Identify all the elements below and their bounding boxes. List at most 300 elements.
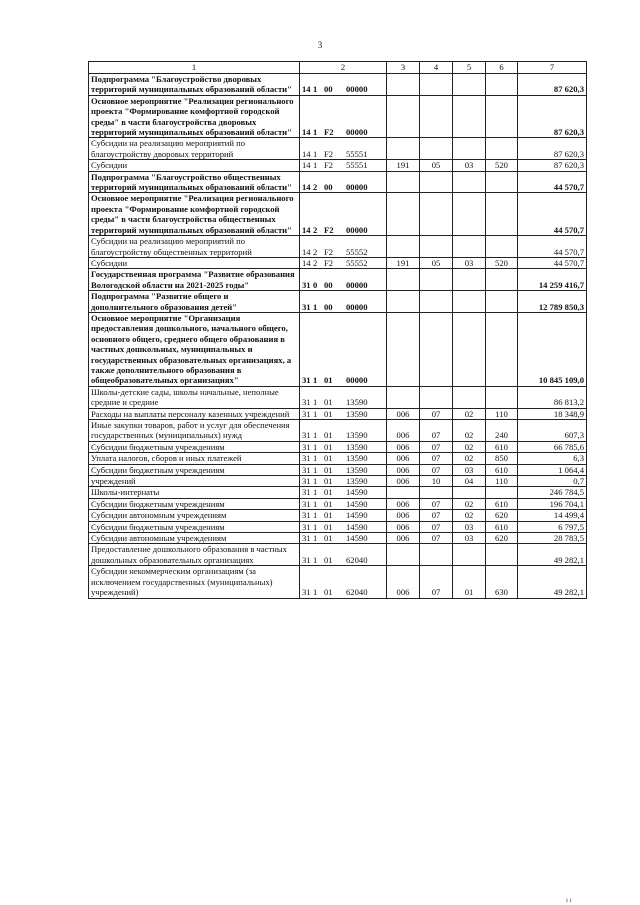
row-c4 [420,95,453,138]
row-amount: 6,3 [518,453,587,464]
code-segment: 00000 [346,182,368,193]
code-segment: 31 [302,487,311,498]
row-c5 [453,95,486,138]
row-code [300,95,387,138]
code-segment: 62040 [346,554,368,565]
row-name: Субсидии [89,257,300,268]
row-name: Основное мероприятие "Реализация регионального проекта "Формирование комфортной городской среды" в части благоустройства общественных территорий муниципальных образований области" [89,193,300,236]
code-segment: 2 [313,257,318,268]
row-name: Субсидии некоммерческим организациям (за исключением государственных (муниципальных) учреждений) [89,566,300,598]
row-c4: 05 [420,257,453,268]
row-c3 [387,312,420,386]
row-name: Школы-интернаты [89,487,300,498]
row-amount: 6 797,5 [518,521,587,532]
table-row [89,498,587,509]
row-name: Субсидии на реализацию мероприятий по благоустройству дворовых территорий [89,138,300,160]
row-code [300,533,387,544]
table-row [89,291,587,313]
code-segment: F2 [324,127,334,138]
code-segment: 14590 [346,533,368,544]
row-c5: 02 [453,498,486,509]
code-segment: 01 [324,533,333,544]
row-code [300,510,387,521]
code-segment: 1 [313,441,318,452]
table-row [89,464,587,475]
header-cell: 4 [420,62,453,74]
code-segment: 31 [302,430,311,441]
row-name: Субсидии бюджетным учреждениям [89,464,300,475]
code-segment: 1 [313,587,318,598]
row-c5: 02 [453,510,486,521]
code-segment: 01 [324,441,333,452]
code-segment: 01 [324,476,333,487]
row-c4 [420,138,453,160]
row-c5 [453,193,486,236]
row-amount: 12 789 850,3 [518,291,587,313]
row-amount: 44 570,7 [518,257,587,268]
table-row [89,566,587,598]
row-c3 [387,487,420,498]
row-code [300,521,387,532]
row-c4 [420,312,453,386]
row-name: Субсидии автономным учреждениям [89,510,300,521]
row-c6 [486,138,518,160]
row-name: Субсидии бюджетным учреждениям [89,521,300,532]
row-c5: 02 [453,420,486,442]
code-segment: 55552 [346,257,368,268]
row-c4: 07 [420,510,453,521]
row-c6 [486,312,518,386]
row-c4: 07 [420,521,453,532]
header-cell: 2 [300,62,387,74]
table-header-row [89,62,587,74]
row-amount: 87 620,3 [518,160,587,171]
row-c3: 006 [387,464,420,475]
code-segment: 13590 [346,476,368,487]
code-segment: 14590 [346,498,368,509]
page-number: 3 [317,40,323,50]
row-c6: 520 [486,257,518,268]
row-name: Иные закупки товаров, работ и услуг для обеспечения государственных (муниципальных) нужд [89,420,300,442]
row-c5 [453,312,486,386]
row-code [300,544,387,566]
header-cell: 1 [89,62,300,74]
row-name: Уплата налогов, сборов и иных платежей [89,453,300,464]
row-code [300,464,387,475]
row-c5 [453,74,486,96]
table-row [89,312,587,386]
code-segment: 1 [313,408,318,419]
code-segment: 14 [302,160,311,171]
row-c3 [387,236,420,258]
code-segment: 1 [313,148,318,159]
code-segment: 1 [313,487,318,498]
row-c4: 07 [420,566,453,598]
row-c4 [420,269,453,291]
row-c3 [387,171,420,193]
table-row [89,138,587,160]
row-code [300,453,387,464]
row-c3 [387,74,420,96]
code-segment: 14 [302,224,311,235]
code-segment: 01 [324,397,333,408]
row-c6: 610 [486,441,518,452]
row-c4: 07 [420,408,453,419]
table-row [89,420,587,442]
row-name: Основное мероприятие "Организация предоставления дошкольного, начального общего, основного общего, среднего общего образования в частных дошкольных, муниципальных и государственных образовательных организациях, а также дополнительного образования в общеобразовательных организациях" [89,312,300,386]
code-segment: 31 [302,476,311,487]
code-segment: F2 [324,257,334,268]
row-name: Расходы на выплаты персоналу казенных учреждений [89,408,300,419]
row-code [300,138,387,160]
code-segment: 31 [302,441,311,452]
row-c3: 006 [387,408,420,419]
row-amount: 86 813,2 [518,386,587,408]
code-segment: F2 [324,148,334,159]
code-segment: 14 [302,182,311,193]
code-segment: 00 [324,279,333,290]
code-segment: 00000 [346,301,368,312]
row-c5: 03 [453,257,486,268]
table-row [89,487,587,498]
row-amount: 18 348,9 [518,408,587,419]
table-row [89,476,587,487]
row-c4: 05 [420,160,453,171]
row-code [300,171,387,193]
code-segment: 01 [324,408,333,419]
row-code [300,193,387,236]
code-segment: 1 [313,127,318,138]
code-segment: 1 [313,533,318,544]
row-c4 [420,544,453,566]
table-row [89,95,587,138]
table-row [89,510,587,521]
row-amount: 87 620,3 [518,138,587,160]
row-c3 [387,386,420,408]
row-c5: 01 [453,566,486,598]
code-segment: 31 [302,279,311,290]
code-segment: 1 [313,84,318,95]
row-c5 [453,291,486,313]
code-segment: 31 [302,464,311,475]
row-c4 [420,193,453,236]
row-amount: 246 784,5 [518,487,587,498]
table-row [89,193,587,236]
code-segment: 1 [313,375,318,386]
row-code [300,566,387,598]
row-c5: 03 [453,533,486,544]
row-c6 [486,386,518,408]
code-segment: 01 [324,554,333,565]
code-segment: 01 [324,510,333,521]
row-c5: 03 [453,521,486,532]
row-c3 [387,95,420,138]
row-c5 [453,386,486,408]
table-row [89,160,587,171]
row-name: Субсидии на реализацию мероприятий по благоустройству общественных территорий [89,236,300,258]
row-c6: 610 [486,498,518,509]
code-segment: 31 [302,301,311,312]
row-amount: 607,3 [518,420,587,442]
code-segment: 55551 [346,148,368,159]
row-c4: 07 [420,533,453,544]
row-c4 [420,236,453,258]
code-segment: 1 [313,397,318,408]
row-amount: 28 783,5 [518,533,587,544]
code-segment: 1 [313,160,318,171]
code-segment: 31 [302,533,311,544]
row-c6 [486,236,518,258]
code-segment: 31 [302,554,311,565]
row-name: Подпрограмма "Благоустройство общественных территорий муниципальных образований области" [89,171,300,193]
code-segment: 14 [302,148,311,159]
row-amount: 14 259 416,7 [518,269,587,291]
row-c3 [387,138,420,160]
row-name: Субсидии бюджетным учреждениям [89,498,300,509]
table-row [89,533,587,544]
table-row [89,386,587,408]
code-segment: 00 [324,301,333,312]
row-c6: 110 [486,408,518,419]
code-segment: 62040 [346,587,368,598]
row-c3: 006 [387,510,420,521]
row-amount: 14 499,4 [518,510,587,521]
row-c4: 07 [420,464,453,475]
code-segment: 14590 [346,521,368,532]
code-segment: 00 [324,84,333,95]
row-c6: 630 [486,566,518,598]
table-row [89,269,587,291]
row-c4: 07 [420,420,453,442]
row-c5: 02 [453,408,486,419]
row-c3: 006 [387,420,420,442]
corner-mark: ı ı [566,896,572,904]
code-segment: 31 [302,375,311,386]
row-c4: 07 [420,498,453,509]
row-c4: 10 [420,476,453,487]
row-c3: 191 [387,257,420,268]
row-c6: 520 [486,160,518,171]
row-c3: 006 [387,533,420,544]
row-code [300,420,387,442]
row-c3: 006 [387,566,420,598]
row-c4 [420,171,453,193]
code-segment: 01 [324,453,333,464]
row-c4 [420,386,453,408]
row-c5: 03 [453,464,486,475]
row-code [300,476,387,487]
row-amount: 44 570,7 [518,236,587,258]
row-code [300,291,387,313]
table-row [89,441,587,452]
row-name: Основное мероприятие "Реализация регионального проекта "Формирование комфортной городской среды" в части благоустройства дворовых территорий муниципальных образований области" [89,95,300,138]
code-segment: 1 [313,554,318,565]
row-c6: 240 [486,420,518,442]
header-cell: 5 [453,62,486,74]
code-segment: 1 [313,464,318,475]
row-c4 [420,291,453,313]
row-amount: 1 064,4 [518,464,587,475]
row-code [300,269,387,291]
code-segment: 1 [313,301,318,312]
row-c6 [486,291,518,313]
code-segment: 01 [324,587,333,598]
row-c5 [453,544,486,566]
code-segment: 55551 [346,160,368,171]
row-c6 [486,544,518,566]
header-cell: 7 [518,62,587,74]
row-name: Предоставление дошкольного образования в частных дошкольных образовательных организациях [89,544,300,566]
row-c3: 006 [387,476,420,487]
table-row [89,171,587,193]
code-segment: 00000 [346,127,368,138]
code-segment: 1 [313,498,318,509]
row-amount: 66 785,6 [518,441,587,452]
code-segment: 00 [324,182,333,193]
row-c3: 006 [387,453,420,464]
code-segment: 31 [302,498,311,509]
code-segment: 14 [302,127,311,138]
row-c6: 110 [486,476,518,487]
code-segment: 13590 [346,430,368,441]
code-segment: 13590 [346,453,368,464]
code-segment: 01 [324,375,333,386]
row-code [300,236,387,258]
code-segment: 00000 [346,279,368,290]
code-segment: F2 [324,160,334,171]
row-amount: 44 570,7 [518,193,587,236]
code-segment: 01 [324,464,333,475]
table-row [89,74,587,96]
code-segment: 31 [302,587,311,598]
code-segment: F2 [324,246,334,257]
row-code [300,487,387,498]
row-c6 [486,95,518,138]
row-amount: 44 570,7 [518,171,587,193]
code-segment: 01 [324,521,333,532]
code-segment: F2 [324,224,334,235]
row-c3: 191 [387,160,420,171]
row-c6 [486,74,518,96]
row-code [300,160,387,171]
code-segment: 13590 [346,408,368,419]
row-code [300,312,387,386]
row-c5 [453,138,486,160]
row-code [300,498,387,509]
table-row [89,521,587,532]
code-segment: 00000 [346,84,368,95]
row-c4 [420,487,453,498]
row-c5: 02 [453,441,486,452]
table-row [89,544,587,566]
code-segment: 01 [324,430,333,441]
row-c6 [486,487,518,498]
row-code [300,74,387,96]
row-name: Государственная программа "Развитие образования Вологодской области на 2021-2025 годы" [89,269,300,291]
row-c5: 04 [453,476,486,487]
row-c6: 620 [486,533,518,544]
code-segment: 0 [313,279,318,290]
code-segment: 31 [302,453,311,464]
code-segment: 2 [313,224,318,235]
row-c5 [453,269,486,291]
code-segment: 1 [313,510,318,521]
row-c3 [387,291,420,313]
table-row [89,257,587,268]
code-segment: 00000 [346,375,368,386]
code-segment: 14590 [346,510,368,521]
row-code [300,408,387,419]
row-c3 [387,269,420,291]
code-segment: 55552 [346,246,368,257]
row-c5 [453,236,486,258]
row-code [300,257,387,268]
row-c4: 07 [420,453,453,464]
table-row [89,236,587,258]
row-name: Подпрограмма "Развитие общего и дополнительного образования детей" [89,291,300,313]
row-name: учреждений [89,476,300,487]
row-c3: 006 [387,498,420,509]
table-row [89,408,587,419]
row-c6 [486,269,518,291]
code-segment: 1 [313,476,318,487]
row-c5 [453,487,486,498]
code-segment: 14 [302,257,311,268]
row-code [300,386,387,408]
row-amount: 49 282,1 [518,544,587,566]
row-amount: 0,7 [518,476,587,487]
code-segment: 31 [302,521,311,532]
code-segment: 01 [324,487,333,498]
code-segment: 01 [324,498,333,509]
row-c6 [486,171,518,193]
row-c6 [486,193,518,236]
code-segment: 1 [313,453,318,464]
code-segment: 14 [302,246,311,257]
header-cell: 6 [486,62,518,74]
row-c3: 006 [387,521,420,532]
row-amount: 49 282,1 [518,566,587,598]
budget-table [88,61,587,599]
row-c6: 620 [486,510,518,521]
row-c4: 07 [420,441,453,452]
row-name: Субсидии автономным учреждениям [89,533,300,544]
row-name: Субсидии бюджетным учреждениям [89,441,300,452]
code-segment: 13590 [346,464,368,475]
table-row [89,453,587,464]
code-segment: 2 [313,182,318,193]
code-segment: 31 [302,397,311,408]
row-amount: 87 620,3 [518,74,587,96]
table-body [89,74,587,599]
row-code [300,441,387,452]
code-segment: 13590 [346,397,368,408]
code-segment: 31 [302,408,311,419]
row-c6: 610 [486,464,518,475]
row-name: Подпрограмма "Благоустройство дворовых территорий муниципальных образований области" [89,74,300,96]
row-c5 [453,171,486,193]
code-segment: 2 [313,246,318,257]
code-segment: 1 [313,521,318,532]
row-c3 [387,544,420,566]
row-amount: 10 845 109,0 [518,312,587,386]
row-c6: 850 [486,453,518,464]
row-amount: 87 620,3 [518,95,587,138]
code-segment: 00000 [346,224,368,235]
code-segment: 31 [302,510,311,521]
row-c5: 03 [453,160,486,171]
code-segment: 1 [313,430,318,441]
